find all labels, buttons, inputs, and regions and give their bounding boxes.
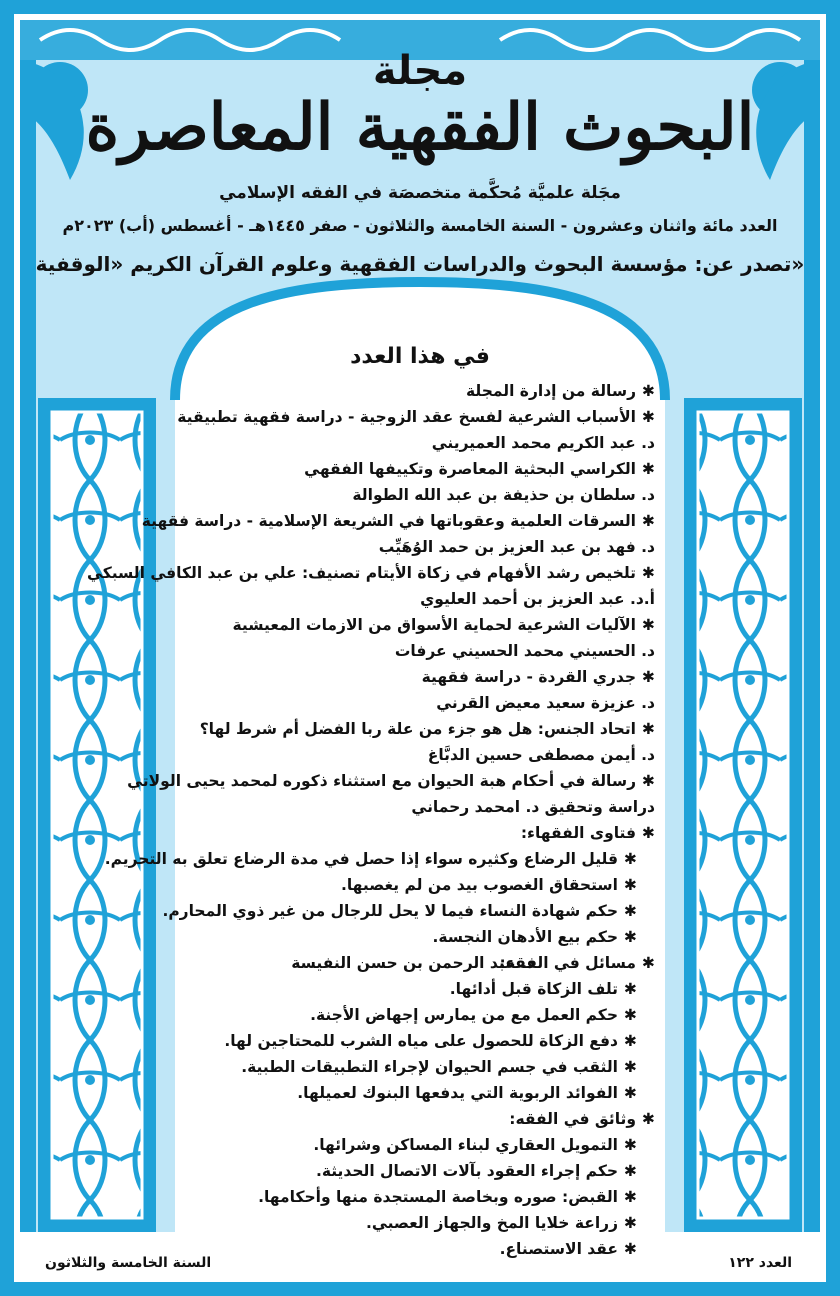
toc-item-text: تلف الزكاة قبل أدائها. xyxy=(449,980,618,998)
toc-item-text: أ.د. عبد العزيز بن أحمد العليوي xyxy=(420,590,655,608)
toc-item xyxy=(185,1184,655,1210)
toc-item xyxy=(185,378,655,404)
magazine-title: البحوث الفقهية المعاصرة xyxy=(85,90,755,165)
toc-item-text: فتاوى الفقهاء: xyxy=(520,824,636,842)
toc-item-text: جدري القردة - دراسة فقهية xyxy=(421,668,636,686)
toc-item xyxy=(185,586,655,612)
toc-item xyxy=(185,612,655,638)
toc-item xyxy=(185,976,655,1002)
toc-item xyxy=(185,638,655,664)
toc-item xyxy=(185,950,655,976)
magazine-word: مجلة xyxy=(372,48,468,94)
toc-item xyxy=(185,1080,655,1106)
toc-item-text: مسائل في الفقه: xyxy=(499,954,636,972)
toc-item-text: د. عبد الكريم محمد العميريني xyxy=(431,434,655,452)
asterisk-icon: ✱ xyxy=(624,876,637,894)
toc-item xyxy=(185,664,655,690)
asterisk-icon: ✱ xyxy=(642,720,655,738)
toc-item-text: الكراسي البحثية المعاصرة وتكييفها الفقهي xyxy=(304,460,636,478)
toc-item-text: د. عزيزة سعيد معيض القرني xyxy=(436,694,655,712)
asterisk-icon: ✱ xyxy=(642,1110,655,1128)
asterisk-icon: ✱ xyxy=(642,460,655,478)
toc-item-text: الفوائد الربوية التي يدفعها البنوك لعميلها. xyxy=(297,1084,618,1102)
issue-line: العدد مائة واثنان وعشرون - السنة الخامسة والثلاثون - صفر ١٤٤٥هـ - أغسطس (أب) ٢٠٢٣م xyxy=(62,216,778,235)
toc-item xyxy=(162,898,655,924)
toc-item xyxy=(185,742,655,768)
asterisk-icon: ✱ xyxy=(624,928,637,946)
toc-item xyxy=(185,1132,655,1158)
toc-item-text: د. أيمن مصطفى حسين الدبَّاغ xyxy=(427,746,655,764)
toc-item-text: السرقات العلمية وعقوباتها في الشريعة الإسلامية - دراسة فقهية xyxy=(141,512,636,530)
table-of-contents xyxy=(87,378,655,1262)
asterisk-icon: ✱ xyxy=(624,1006,637,1024)
toc-item xyxy=(185,534,655,560)
toc-item-text: د. فهد بن عبد العزيز بن حمد الوُهَيِّب xyxy=(378,538,655,556)
toc-item xyxy=(87,560,655,586)
toc-item xyxy=(185,1158,655,1184)
toc-heading: في هذا العدد xyxy=(350,344,490,369)
toc-item-text: الثقب في جسم الحيوان لإجراء التطبيقات الطبية. xyxy=(241,1058,618,1076)
toc-item xyxy=(185,1236,655,1262)
toc-item xyxy=(185,430,655,456)
asterisk-icon: ✱ xyxy=(624,1136,637,1154)
toc-item-text: الأسباب الشرعية لفسخ عقد الزوجية - دراسة فقهية تطبيقية xyxy=(177,408,636,426)
asterisk-icon: ✱ xyxy=(624,1162,637,1180)
toc-item xyxy=(185,924,655,950)
toc-item-text: د. سلطان بن حذيفة بن عبد الله الطوالة xyxy=(352,486,655,504)
footer-year: السنة الخامسة والثلاثون xyxy=(45,1255,212,1271)
toc-item xyxy=(104,846,655,872)
toc-item-text: اتحاد الجنس: هل هو جزء من علة ربا الفضل أم شرط لها؟ xyxy=(199,720,636,738)
asterisk-icon: ✱ xyxy=(624,902,637,920)
asterisk-icon: ✱ xyxy=(642,772,655,790)
asterisk-icon: ✱ xyxy=(642,382,655,400)
toc-item xyxy=(127,768,655,794)
toc-item-text: قليل الرضاع وكثيره سواء إذا حصل في مدة الرضاع تعلق به التحريم. xyxy=(104,850,618,868)
asterisk-icon: ✱ xyxy=(642,668,655,686)
publisher-line: تصدر عن: مؤسسة البحوث والدراسات الفقهية وعلوم القرآن الكريم «الوقفية» xyxy=(35,252,805,276)
asterisk-icon: ✱ xyxy=(642,564,655,582)
toc-item-text: رسالة من إدارة المجلة xyxy=(465,382,636,400)
toc-item-text: القبض: صوره وبخاصة المستجدة منها وأحكامها. xyxy=(258,1188,618,1206)
toc-item xyxy=(185,1054,655,1080)
toc-item-text: دراسة وتحقيق د. امحمد رحماني xyxy=(411,798,655,816)
toc-item xyxy=(177,404,655,430)
asterisk-icon: ✱ xyxy=(642,954,655,972)
toc-item-text: حكم شهادة النساء فيما لا يحل للرجال من غير ذوي المحارم. xyxy=(162,902,618,920)
toc-item-text: الآليات الشرعية لحماية الأسواق من الازمات المعيشية xyxy=(232,616,636,634)
asterisk-icon: ✱ xyxy=(642,408,655,426)
asterisk-icon: ✱ xyxy=(642,616,655,634)
toc-item-text: د. الحسيني محمد الحسيني عرفات xyxy=(394,642,655,660)
toc-item-text: رسالة في أحكام هبة الحيوان مع استثناء ذكوره لمحمد يحيى الولاتي xyxy=(127,772,636,790)
asterisk-icon: ✱ xyxy=(624,1188,637,1206)
asterisk-icon: ✱ xyxy=(624,980,637,998)
toc-item-author: د. عبد الرحمن بن حسن النفيسة xyxy=(291,954,535,972)
toc-item-text: تلخيص رشد الأفهام في زكاة الأيتام تصنيف: علي بن عبد الكافي السبكي xyxy=(87,564,636,582)
asterisk-icon: ✱ xyxy=(642,824,655,842)
asterisk-icon: ✱ xyxy=(624,1032,637,1050)
toc-item xyxy=(185,690,655,716)
toc-item-text: استحقاق الغصوب بيد من لم يغصبها. xyxy=(340,876,618,894)
toc-item xyxy=(185,1210,655,1236)
toc-item-text: حكم العمل مع من يمارس إجهاض الأجنة. xyxy=(310,1006,618,1024)
toc-item xyxy=(185,1002,655,1028)
toc-item-text: عقد الاستصناع. xyxy=(499,1240,618,1258)
asterisk-icon: ✱ xyxy=(624,1084,637,1102)
toc-item xyxy=(185,872,655,898)
toc-item xyxy=(185,456,655,482)
footer-issue: العدد ١٢٢ xyxy=(728,1255,792,1271)
toc-item-text: حكم إجراء العقود بآلات الاتصال الحديثة. xyxy=(315,1162,618,1180)
toc-item xyxy=(185,1028,655,1054)
toc-item xyxy=(185,716,655,742)
toc-item-text: التمويل العقاري لبناء المساكن وشرائها. xyxy=(313,1136,618,1154)
toc-item xyxy=(185,1106,655,1132)
toc-item xyxy=(141,508,655,534)
toc-item xyxy=(185,482,655,508)
toc-item-text: وثائق في الفقه: xyxy=(509,1110,636,1128)
magazine-subtitle: مجَلة علميَّة مُحكَّمة متخصصَة في الفقه الإسلامي xyxy=(219,183,621,203)
asterisk-icon: ✱ xyxy=(624,850,637,868)
toc-item-text: حكم بيع الأدهان النجسة. xyxy=(432,928,618,946)
asterisk-icon: ✱ xyxy=(624,1058,637,1076)
asterisk-icon: ✱ xyxy=(642,512,655,530)
asterisk-icon: ✱ xyxy=(624,1214,637,1232)
toc-item-text: زراعة خلايا المخ والجهاز العصبي. xyxy=(366,1214,618,1232)
asterisk-icon: ✱ xyxy=(624,1240,637,1258)
toc-item xyxy=(185,820,655,846)
toc-item xyxy=(185,794,655,820)
toc-item-text: دفع الزكاة للحصول على مياه الشرب للمحتاجين لها. xyxy=(224,1032,618,1050)
